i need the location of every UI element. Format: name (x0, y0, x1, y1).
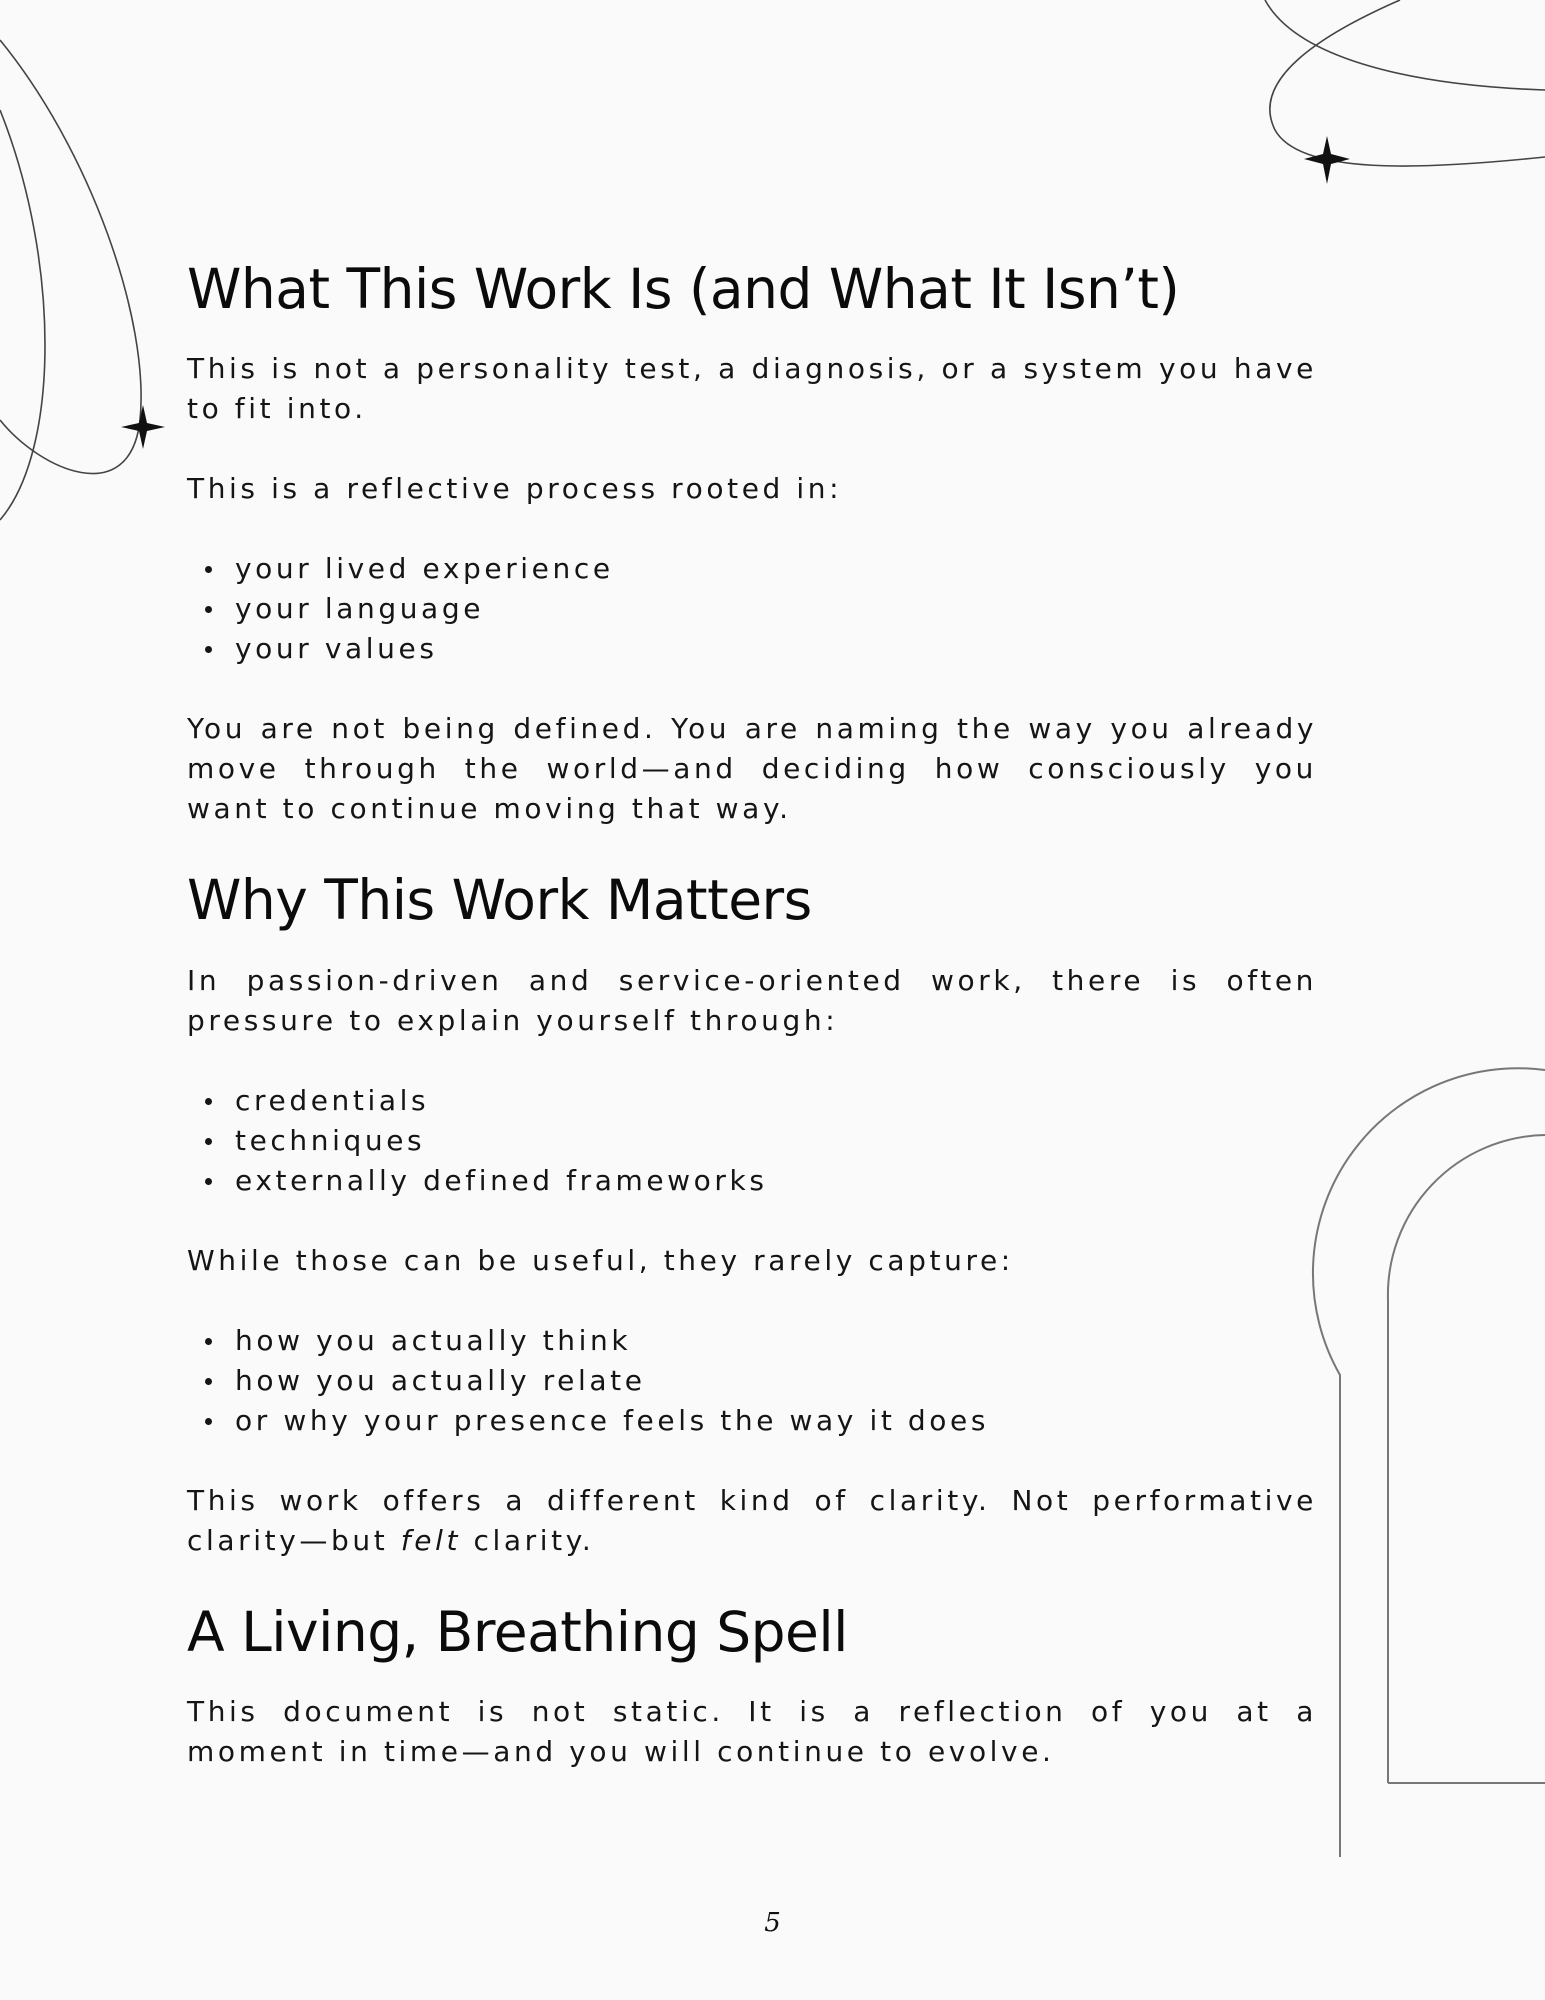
section-what-this-work-is (187, 258, 1317, 829)
bullet-list (187, 549, 1317, 669)
bullet-list (187, 1081, 1317, 1201)
text-run: clarity. (461, 1523, 595, 1557)
emphasis-text: felt (400, 1523, 462, 1557)
list-item: externally defined frameworks (235, 1161, 1317, 1201)
list-item: your lived experience (235, 549, 1317, 589)
list-item: how you actually relate (235, 1361, 1317, 1401)
page-content (187, 258, 1317, 1772)
list-item: your values (235, 629, 1317, 669)
section-heading: A Living, Breathing Spell (187, 1599, 848, 1664)
page-number: 5 (764, 1908, 781, 1938)
list-item: or why your presence feels the way it does (235, 1401, 1317, 1441)
paragraph: This is not a personality test, a diagnosis, or a system you have to fit into. (187, 352, 1317, 426)
bullet-list (187, 1321, 1317, 1441)
section-living-breathing-spell (187, 1601, 1317, 1772)
list-item: your language (235, 589, 1317, 629)
paragraph (187, 1481, 1317, 1561)
list-item: techniques (235, 1121, 1317, 1161)
paragraph: This document is not static. It is a reflection of you at a moment in time—and you will continue to evolve. (187, 1694, 1317, 1768)
section-heading: What This Work Is (and What It Isn’t) (187, 257, 1180, 321)
section-why-this-work-matters (187, 869, 1317, 1560)
list-item: how you actually think (235, 1321, 1317, 1361)
paragraph: This is a reflective process rooted in: (187, 472, 843, 506)
paragraph: In passion-driven and service-oriented work, there is often pressure to explain yourself through: (187, 963, 1317, 1037)
list-item: credentials (235, 1081, 1317, 1121)
paragraph: While those can be useful, they rarely capture: (187, 1243, 1014, 1277)
section-heading: Why This Work Matters (187, 868, 812, 933)
paragraph: You are not being defined. You are naming the way you already move through the world—and deciding how consciously you want to continue moving that way. (187, 712, 1317, 826)
text-run: This work offers a different kind of clarity. Not performative clarity—but (187, 1483, 1317, 1557)
